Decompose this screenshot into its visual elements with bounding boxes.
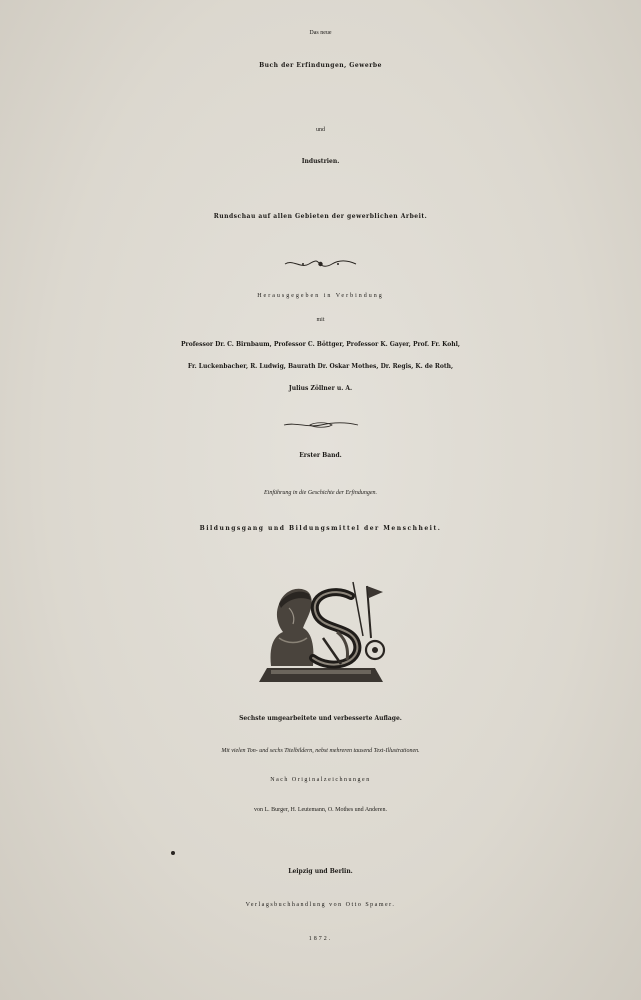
- artists-line: von L. Burger, H. Leutemann, O. Mothes und Anderen.: [254, 807, 387, 813]
- contributors-line3: Julius Zöllner u. A.: [288, 385, 353, 392]
- main-title-line2: Industrien.: [301, 158, 340, 165]
- contributors-line1: Professor Dr. C. Birnbaum, Professor C. Böttger, Professor K. Gayer, Prof. Fr. Kohl,: [181, 341, 460, 348]
- publisher-name: Verlagsbuchhandlung von Otto Spamer.: [245, 902, 396, 908]
- subtitle: Rundschau auf allen Gebieten der gewerblichen Arbeit.: [213, 213, 428, 220]
- title-conjunction: und: [316, 127, 325, 133]
- paper-speck: [171, 851, 175, 855]
- main-title-line1: Buch der Erfindungen, Gewerbe: [259, 62, 382, 69]
- publication-year: 1872.: [308, 936, 333, 942]
- editors-intro: Herausgegeben in Verbindung: [257, 293, 384, 299]
- publisher-emblem-icon: [249, 578, 393, 688]
- scroll-ornament-icon: [282, 420, 360, 430]
- contributors-line2: Fr. Luckenbacher, R. Ludwig, Baurath Dr. Oskar Mothes, Dr. Regis, K. de Roth,: [187, 363, 454, 370]
- volume-subject-line1: Einführung in die Geschichte der Erfindungen.: [264, 490, 377, 496]
- edition-title: Sechste umgearbeitete und verbesserte Auflage.: [239, 715, 402, 722]
- scroll-ornament-icon: [283, 258, 358, 270]
- illustrations-note: Mit vielen Ton- und sechs Titelbildern, nebst mehreren tausend Text-Illustrationen.: [221, 748, 420, 754]
- volume-number: Erster Band.: [299, 452, 342, 459]
- volume-subject-line2: Bildungsgang und Bildungsmittel der Menschheit.: [199, 525, 442, 532]
- drawings-note: Nach Originalzeichnungen: [270, 777, 371, 783]
- pre-title: Das neue: [309, 30, 332, 36]
- publication-place: Leipzig und Berlin.: [288, 868, 353, 875]
- editors-with: mit: [316, 317, 325, 323]
